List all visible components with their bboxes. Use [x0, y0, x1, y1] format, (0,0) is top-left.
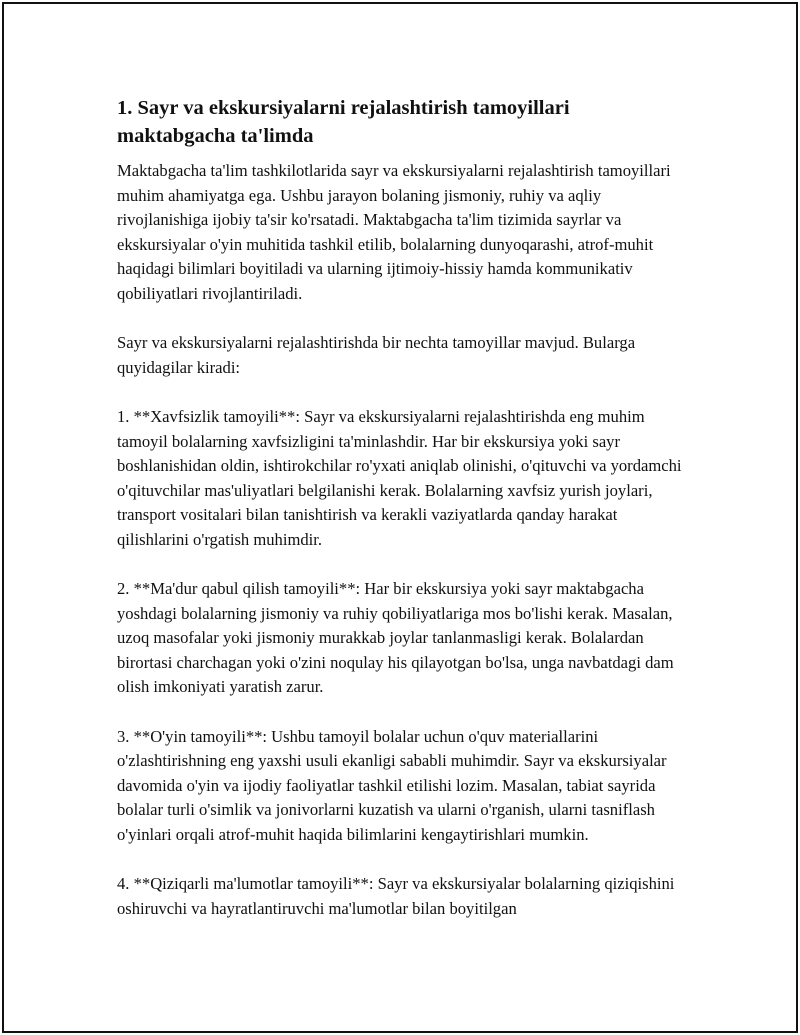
document-title: 1. Sayr va ekskursiyalarni rejalashtirish tamoyillari maktabgacha ta'limda [117, 97, 570, 147]
paragraph-play-principle: 3. **O'yin tamoyili**: Ushbu tamoyil bolalar uchun o'quv materiallarini o'zlashtirishning eng yaxshi usuli ekanligi sababli muhimdir. Sayr va ekskursiyalar davomida o'yin va ijodiy faoliyatlar tashkil etilishi lozim. Masalan, tabiat sayrida bolalar turli o'simlik va jonivorlarni kuzatish va ularni o'rganish, ularni tasniflash o'yinlari orqali atrof-muhit haqida bilimlarini kengaytirishlari mumkin. [117, 726, 667, 845]
paragraph-acceptance-principle: 2. **Ma'dur qabul qilish tamoyili**: Har bir ekskursiya yoki sayr maktabgacha yoshdagi bolalarning jismoniy va ruhiy qobiliyatlariga mos bo'lishi kerak. Masalan, uzoq masofalar yoki jismoniy murakkab joylar tanlanmasligi kerak. Bolalardan birortasi charchagan yoki o'zini noqulay his qilayotgan bo'lsa, unga navbatdagi dam olish imkoniyati yaratish zarur. [117, 579, 674, 697]
paragraph-principles-intro: Sayr va ekskursiyalarni rejalashtirishda bir nechta tamoyillar mavjud. Bularga quyidagilar kiradi: [117, 333, 636, 377]
paragraph-intro: Maktabgacha ta'lim tashkilotlarida sayr va ekskursiyalarni rejalashtirish tamoyillari muhim ahamiyatga ega. Ushbu jarayon bolaning jismoniy, ruhiy va aqliy rivojlanishiga ijobiy ta'sir ko'rsatadi. Maktabgacha ta'lim tizimida sayrlar va ekskursiyalar o'yin muhitida tashkil etilib, bolalarning dunyoqarashi, atrof-muhit haqidagi bilimlari boyitiladi va ularning ijtimoiy-hissiy hamda kommunikativ qobiliyatlari rivojlantiriladi. [117, 161, 671, 303]
document-body [117, 94, 692, 946]
paragraph-interesting-info-principle: 4. **Qiziqarli ma'lumotlar tamoyili**: Sayr va ekskursiyalar bolalarning qiziqishini oshiruvchi va hayratlantiruvchi ma'lumotlar bilan boyitilgan [117, 874, 675, 918]
paragraph-safety-principle: 1. **Xavfsizlik tamoyili**: Sayr va ekskursiyalarni rejalashtirishda eng muhim tamoyil bolalarning xavfsizligini ta'minlashdir. Har bir ekskursiya yoki sayr boshlanishidan oldin, ishtirokchilar ro'yxati aniqlab olinishi, o'qituvchi va yordamchi o'qituvchilar mas'uliyatlari belgilanishi kerak. Bolalarning xavfsiz yurish joylari, transport vositalari bilan tanishtirish va kerakli vaziyatlarda qanday harakat qilishlarini o'rgatish muhimdir. [117, 406, 682, 549]
